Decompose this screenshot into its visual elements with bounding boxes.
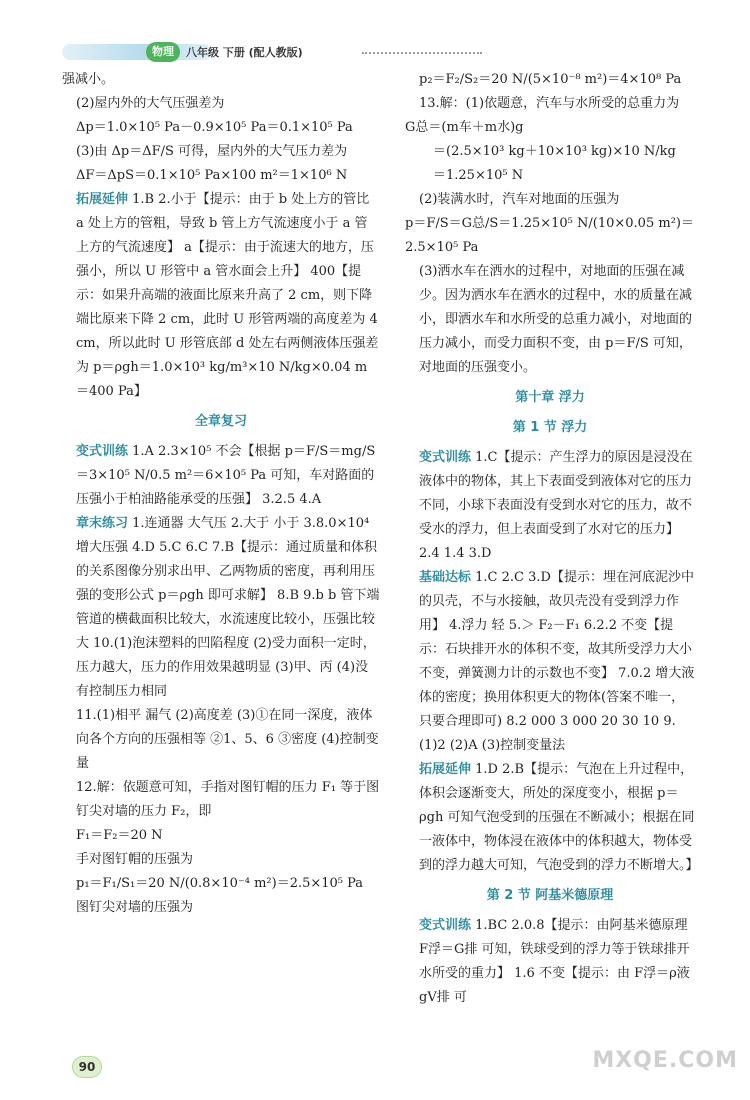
text-line: (2)装满水时，汽车对地面的压强为 — [419, 192, 620, 207]
answer-block — [62, 512, 380, 704]
text-line: 手对图钉帽的压强为 — [76, 852, 194, 867]
answer-text: 1.D 2.B【提示：气泡在上升过程中，体积会逐渐变大，所处的深度变小，根据 p＝ρgh 可知气泡受到的压强在不断减小；根据在同一液体中，物体浸在液体中的体积越大，物体受到的浮力越大可知，气泡受到的浮力不断增大。】 — [419, 762, 699, 873]
section-label: 基础达标 — [419, 570, 472, 585]
section-label: 拓展延伸 — [419, 762, 472, 777]
answer-text: 1.A 2.3×10⁵ 不会【根据 p＝F/S＝mg/S＝3×10⁵ N/0.5 m²＝6×10⁵ Pa 可知，车对路面的压强小于柏油路能承受的压强】 3.2.5 4.A — [76, 444, 376, 507]
answer-text: 1.B 2.小于【提示：由于 b 处上方的管比 a 处上方的管粗，导致 b 管上方气流速度小于 a 管上方的气流速度】 a【提示：由于流速大的地方，压强小，所以 U 形管中 a 管水面会上升】 400【提示：如果升高端的液面比原来升高了 2 cm，则下降端比原来下降 2 cm，此时 U 形管两端的高度差为 4 cm，所以此时 U 形管底部 d 处左右两侧液体压强差为 p＝ρgh＝1.0×10³ kg/m³×10 N/kg×0.04 m＝400 Pa】 — [76, 192, 379, 399]
right-column — [405, 68, 699, 1010]
section-heading: 第 1 节 浮力 — [512, 420, 588, 435]
page-number: 90 — [72, 1056, 102, 1078]
answer-text: 1.C【提示：产生浮力的原因是浸没在液体中的物体，其上下表面受到液体对它的压力不同，小球下表面没有受到水对它的压力，故不受水的浮力，但上表面受到了水对它的压力】 2.4 1.4 3.D — [419, 450, 693, 561]
formula-line: Δp＝1.0×10⁵ Pa－0.9×10⁵ Pa＝0.1×10⁵ Pa — [76, 120, 353, 135]
answer-text: 11.(1)相平 漏气 (2)高度差 (3)①在同一深度，液体向各个方向的压强相等 ②1、5、6 ③密度 (4)控制变量 — [76, 708, 379, 771]
text-line: (3)由 Δp＝ΔF/S 可得，屋内外的大气压力差为 — [76, 144, 348, 159]
text-line: 图钉尖对墙的压强为 — [76, 900, 194, 915]
chapter-heading: 第十章 浮力 — [515, 390, 585, 405]
left-column — [62, 68, 380, 920]
formula-line: ＝(2.5×10³ kg＋10×10³ kg)×10 N/kg — [433, 144, 676, 159]
section-label: 章末练习 — [76, 516, 129, 531]
answer-block — [405, 566, 695, 758]
formula-line: p₂＝F₂/S₂＝20 N/(5×10⁻⁸ m²)＝4×10⁸ Pa — [419, 72, 682, 87]
formula-line: p₁＝F₁/S₁＝20 N/(0.8×10⁻⁴ m²)＝2.5×10⁵ Pa — [76, 876, 364, 891]
text-line: 强减小。 — [62, 72, 115, 87]
formula-line: G总＝(m车＋m水)g — [405, 120, 524, 135]
section-label: 变式训练 — [419, 450, 472, 465]
answer-text: 13.解：(1)依题意，汽车与水所受的总重力为 — [419, 96, 680, 111]
answer-text: 1.连通器 大气压 2.大于 小于 3.8.0×10⁴ 增大压强 4.D 5.C 6.C 7.B【提示：通过质量和体积的关系图像分别求出甲、乙两物质的密度，再利用压强的变形公式 p＝ρgh 即可求解】 8.B 9.b b 管下端管道的横截面积比较大，水流速度比较小，压强比较大 10.(1)泡沫塑料的凹陷程度 (2)受力面积一定时，压力越大，压力的作用效果越明显 (3)甲、丙 (4)没有控制压力相同 — [76, 516, 380, 699]
header-grade-text: 八年级 下册 (配人教版) — [186, 46, 303, 59]
section-label: 拓展延伸 — [76, 192, 129, 207]
answer-block — [405, 446, 695, 566]
page-header — [62, 40, 482, 66]
formula-line: F₁＝F₂＝20 N — [76, 828, 163, 843]
section-heading: 第 2 节 阿基米德原理 — [486, 888, 614, 903]
header-dotted-line — [362, 52, 482, 54]
answer-text: 1.BC 2.0.8【提示：由阿基米德原理 F浮＝G排 可知，铁球受到的浮力等于铁球排开水所受的重力】 1.6 不变【提示：由 F浮＝ρ液gV排 可 — [419, 918, 690, 1005]
formula-line: ＝1.25×10⁵ N — [433, 168, 524, 183]
text-line: (2)屋内外的大气压强差为 — [76, 96, 225, 111]
formula-line: p＝F/S＝G总/S＝1.25×10⁵ N/(10×0.05 m²)＝2.5×10⁵ Pa — [405, 216, 694, 255]
formula-line: ΔF＝ΔpS＝0.1×10⁵ Pa×100 m²＝1×10⁶ N — [76, 168, 348, 183]
answer-text: (3)洒水车在洒水的过程中，对地面的压强在减少。因为洒水车在洒水的过程中，水的质量在减小，即洒水车和水所受的总重力减小，对地面的压力减小，而受力面积不变，由 p＝F/S 可知，对地面的压强变小。 — [419, 264, 693, 375]
answer-block — [62, 188, 380, 404]
section-label: 变式训练 — [76, 444, 129, 459]
section-heading: 全章复习 — [194, 414, 247, 429]
watermark-logo: MXQE.COM — [592, 1048, 738, 1073]
answer-block — [62, 440, 380, 512]
answer-block — [405, 758, 699, 878]
subject-badge: 物理 — [146, 42, 180, 62]
answer-text: 1.C 2.C 3.D【提示：埋在河底泥沙中的贝壳，不与水接触，故贝壳没有受到浮力作用】 4.浮力 轻 5.＞ F₂－F₁ 6.2.2 不变【提示：石块排开水的体积不变，故其所受浮力大小不变，弹簧测力计的示数也不变】 7.0.2 增大液体的密度；换用体积更大的物体(答案不唯一，只要合理即可) 8.2 000 3 000 20 30 10 9.(1)2 (2)A (3)控制变量法 — [419, 570, 695, 753]
answer-block — [405, 914, 695, 1010]
section-label: 变式训练 — [419, 918, 472, 933]
answer-text: 12.解：依题意可知，手指对图钉帽的压力 F₁ 等于图钉尖对墙的压力 F₂，即 — [76, 780, 380, 819]
